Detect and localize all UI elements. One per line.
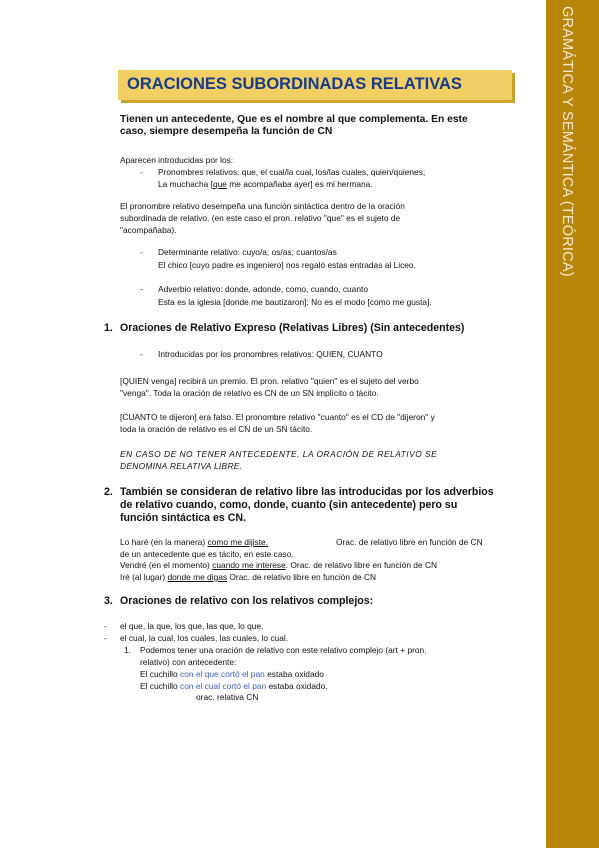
section-2-line-2: de relativo cuando, como, donde, cuanto (sin antecedente) pero su [120,499,458,511]
bullet-marker: - [140,284,143,294]
section-3-number: 3. [104,595,113,607]
bullet-marker: - [140,247,143,257]
quien-line-2: "venga". Toda la oración de relativo es CN de un SN implícito o tácito. [120,388,379,398]
pronoun-example: La muchacha [que me acompañaba ayer] es mi hermana. [158,179,373,189]
intro-line-1: Tienen un antecedente, Que es el nombre al que complementa. En este [120,114,468,125]
complex-list-item-1: el que, la que, los que, las que, lo que. [120,621,264,631]
sub-line-2: relativo) con antecedente: [140,657,237,667]
section-3-title: Oraciones de relativo con los relativos complejos: [120,595,374,607]
adverb-example: Esta es la iglesia [donde me bautizaron]; No es el modo [como me gusta]. [158,297,432,307]
bullet-marker: - [104,633,107,643]
explanation-line-1: El pronombre relativo desempeña una función sintáctica dentro de la oración [120,201,405,211]
pronouns-line: Pronombres relativos: que, el cual/la cual, los/las cuales, quien/quienes; [158,167,426,177]
note-line-1: EN CASO DE NO TENER ANTECEDENTE, LA ORACIÓN DE RELATIVO SE [120,449,438,459]
quien-line-1: [QUIEN venga] recibirá un premio. El pron. relativo "quien" es el sujeto del verbo [120,376,419,386]
complex-example-2: El cuchillo con el cual cortó el pan estaba oxidado. [140,681,328,691]
determinant-example: El chico [cuyo padre es ingeniero] nos regaló estas entradas al Liceo. [158,260,416,270]
sub-line-1: Podemos tener una oración de relativo con este relativo complejo (art + pron. [140,645,427,655]
example-cuando: Vendré (en el momento) cuando me interese. Orac. de relativo libre en función de CN [120,560,438,570]
page-title: ORACIONES SUBORDINADAS RELATIVAS [127,75,462,93]
section-1-title: Oraciones de Relativo Expreso (Relativas Libres) (Sin antecedentes) [120,322,465,334]
complex-note: orac. relativa CN [196,692,259,702]
bullet-marker: - [104,621,107,631]
intro-paragraph: Aparecen introducidas por los: [120,155,234,165]
example-como: Lo haré (en la manera) como me dijiste. [120,537,269,547]
cuanto-line-2: toda la oración de relativo es el CN de un SN tácito. [120,424,313,434]
section-2-line-3: función sintáctica es CN. [120,512,246,524]
example-como-continued: de un antecedente que es tácito, en este caso. [120,549,294,559]
example-como-function: Orac. de relativo libre en función de CN [336,537,483,547]
note-line-2: DENOMINA RELATIVA LIBRE. [120,461,243,471]
section-2-number: 2. [104,486,113,498]
section-2-line-1: También se consideran de relativo libre las introducidas por los adverbios [120,486,494,498]
sidebar-label: GRAMÁTICA Y SEMÁNTICA (TEÓRICA) [559,6,575,277]
explanation-line-3: "acompañaba). [120,225,177,235]
determinant-line: Determinante relativo: cuyo/a; os/as; cuantos/as [158,247,337,257]
complex-example-1: El cuchillo con el que cortó el pan estaba oxidado [140,669,324,679]
section-1-number: 1. [104,322,113,334]
intro-line-2: caso, siempre desempeña la función de CN [120,126,333,137]
complex-list-item-2: el cual, la cual, los cuales, las cuales, lo cual. [120,633,289,643]
adverb-line: Adverbio relativo: donde, adonde, como, cuando, cuanto [158,284,368,294]
section-1-bullet: Introducidas por los pronombres relativos: QUIEN, CUANTO [158,349,383,359]
bullet-marker: - [140,167,143,177]
explanation-line-2: subordinada de relativo. (en este caso el pron. relativo "que" es el sujeto de [120,213,401,223]
example-donde: Iré (al lugar) donde me digas Orac. de relativo libre en función de CN [120,572,377,582]
cuanto-line-1: [CUANTO te dijeron] era falso. El pronombre relativo "cuanto" es el CD de "dijeron" y [120,412,435,422]
sub-number: 1. [124,645,131,655]
bullet-marker: - [140,349,143,359]
